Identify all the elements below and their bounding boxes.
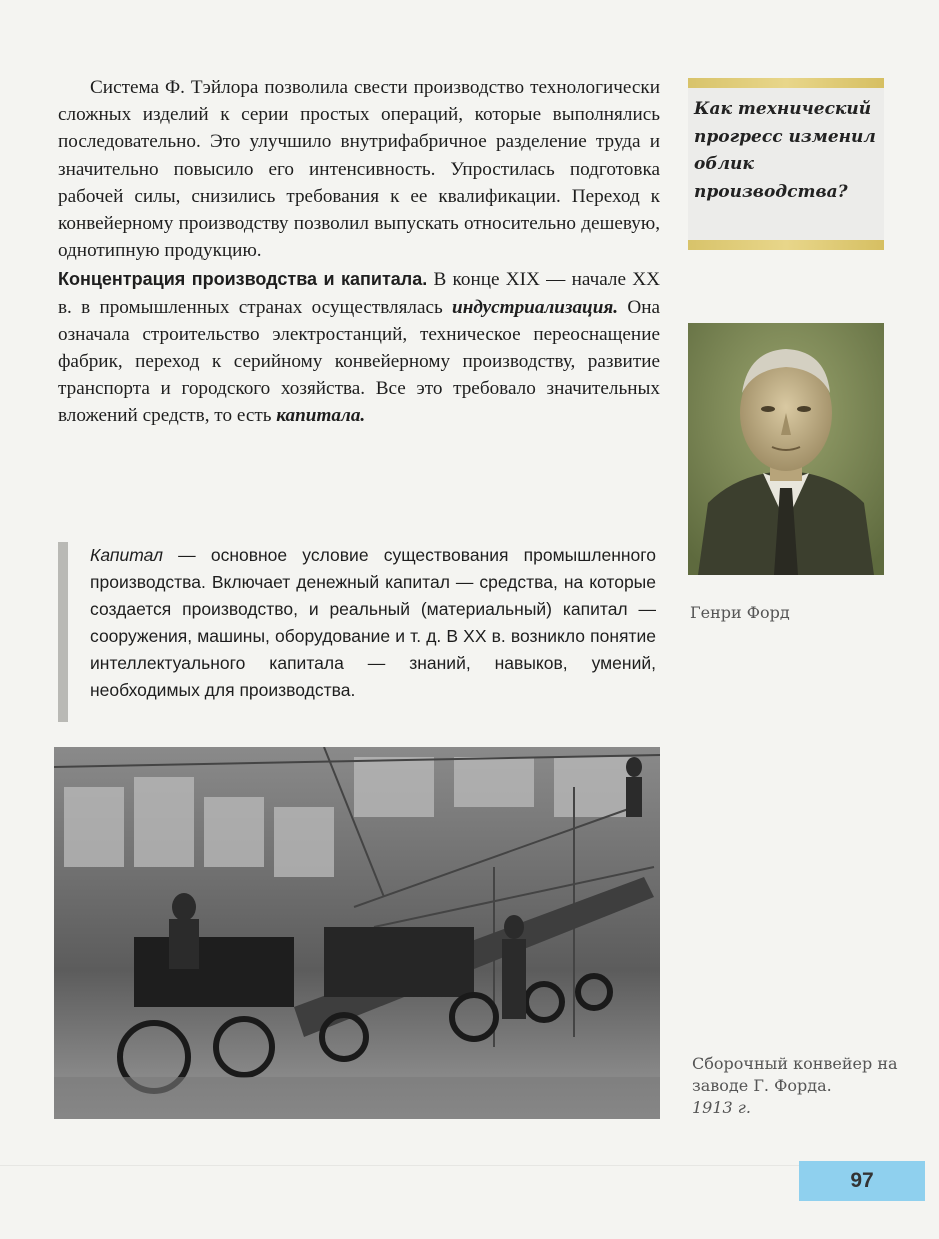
photo-caption <box>692 1053 912 1119</box>
question-box <box>688 78 884 250</box>
question-text: Как технический прогресс изменил облик производства? <box>694 99 876 202</box>
question-box-top-stripe <box>688 78 884 88</box>
definition-side-bar <box>58 542 68 722</box>
assembly-photo-icon <box>54 747 660 1119</box>
photo-caption-text: Сборочный конвейер на заводе Г. Форда. <box>692 1054 898 1095</box>
footer-divider <box>0 1165 800 1166</box>
henry-ford-portrait <box>688 323 884 575</box>
assembly-line-photo <box>54 747 660 1119</box>
page-number: 97 <box>799 1161 925 1201</box>
paragraph-concentration-part2: Она означала строительство электростанций, техническое переоснащение фабрик, переход к серийному конвейерному производству, развитие транспорта и городского хозяйства. Все это требовало значительных вложений средств, то есть <box>58 296 660 427</box>
definition-block-capital <box>58 542 660 722</box>
photo-caption-year: 1913 г. <box>692 1098 751 1117</box>
portrait-icon <box>688 323 884 575</box>
definition-body: — основное условие существования промышленного производства. Включает денежный капитал — средства, на которые создается производство, и реальный (материальный) капитал — сооружения, машины, оборудование и т. д. В XX в. возникло понятие интеллектуального капитала — знаний, навыков, умений, необходимых для производства. <box>90 545 656 700</box>
definition-term: Капитал <box>90 545 163 565</box>
question-box-bottom-stripe <box>688 240 884 250</box>
paragraph-concentration <box>58 266 660 429</box>
paragraph-concentration-part1: В конце XIX — начале XX в. в промышленных странах осуществлялась <box>58 269 660 318</box>
portrait-caption: Генри Форд <box>690 603 790 622</box>
main-text-column <box>58 74 660 430</box>
definition-text <box>90 542 656 704</box>
paragraph-taylor-system: Система Ф. Тэйлора позволила свести производство технологически сложных изделий к серии простых операций, которые выполнялись последовательно. Это улучшило внутрифабричное разделение труда и значительно повысило его интенсивность. Упростилась подготовка рабочей силы, снизились требования к ее квалификации. Переход к конвейерному производству позволил выпускать относительно дешевую, однотипную продукцию. <box>58 77 660 262</box>
term-capital: капитала. <box>276 405 366 427</box>
term-industrialization: индустриализация. <box>452 296 619 318</box>
subheading-concentration: Концентрация производства и капитала. <box>58 269 428 290</box>
